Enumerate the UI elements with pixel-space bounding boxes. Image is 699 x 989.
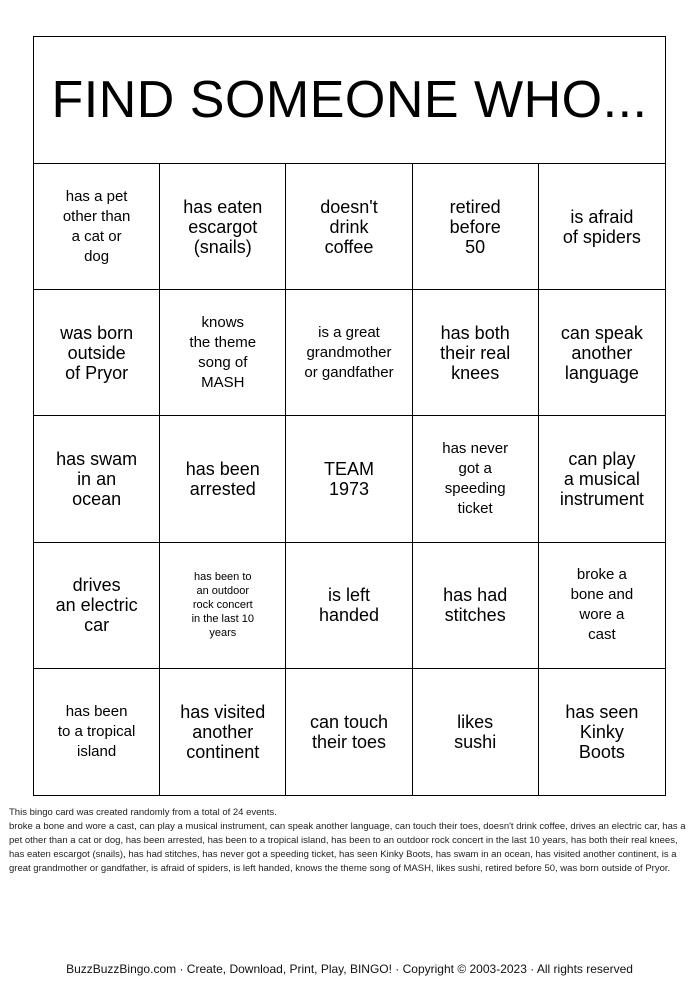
bingo-cell <box>413 669 539 795</box>
bingo-cell <box>413 290 539 416</box>
bingo-cell-text: has been to a tropical island <box>57 702 136 760</box>
bingo-grid <box>34 164 665 795</box>
bingo-cell <box>34 164 160 290</box>
footer-copyright: BuzzBuzzBingo.com · Create, Download, Print, Play, BINGO! · Copyright © 2003-2023 · All rights reserved <box>66 962 633 976</box>
bingo-cell-text: has seen Kinky Boots <box>565 701 639 762</box>
bingo-cell <box>34 543 160 669</box>
bingo-cell <box>286 290 412 416</box>
bingo-cell-text: has had stitches <box>443 585 508 626</box>
bingo-cell <box>160 164 286 290</box>
bingo-cell <box>413 416 539 542</box>
bingo-cell-text: retired before 50 <box>449 196 501 257</box>
bingo-cell-text: doesn't drink coffee <box>320 196 378 257</box>
bingo-cell-text: likes sushi <box>454 711 497 752</box>
bingo-cell <box>34 416 160 542</box>
info-summary: This bingo card was created randomly from a total of 24 events. <box>9 807 277 818</box>
bingo-cell <box>286 669 412 795</box>
bingo-cell <box>286 416 412 542</box>
bingo-cell-text: has been arrested <box>185 458 260 499</box>
bingo-cell-text: drives an electric car <box>55 575 138 636</box>
bingo-cell-text: has been to an outdoor rock concert in the last 10 years <box>191 571 254 640</box>
bingo-cell <box>539 164 665 290</box>
card-info <box>9 806 691 876</box>
bingo-cell <box>160 669 286 795</box>
bingo-cell <box>34 669 160 795</box>
bingo-card <box>33 36 666 796</box>
bingo-cell-text: has never got a speeding ticket <box>442 439 509 517</box>
bingo-cell-text: was born outside of Pryor <box>60 322 134 383</box>
bingo-cell <box>413 164 539 290</box>
bingo-cell-text: TEAM 1973 <box>323 458 374 499</box>
bingo-cell <box>34 290 160 416</box>
bingo-cell <box>539 290 665 416</box>
bingo-cell-text: can touch their toes <box>309 711 389 752</box>
bingo-cell-text: has swam in an ocean <box>56 448 138 509</box>
bingo-cell <box>160 543 286 669</box>
bingo-cell <box>160 290 286 416</box>
bingo-cell-text: has both their real knees <box>440 322 511 383</box>
bingo-cell <box>160 416 286 542</box>
bingo-cell <box>286 164 412 290</box>
bingo-cell <box>286 543 412 669</box>
bingo-cell-text: has eaten escargot (snails) <box>183 196 263 257</box>
bingo-cell-text: can play a musical instrument <box>559 448 644 509</box>
bingo-cell <box>539 669 665 795</box>
bingo-cell-text: has visited another continent <box>180 701 266 762</box>
bingo-cell-text: knows the theme song of MASH <box>189 313 257 391</box>
bingo-cell <box>539 543 665 669</box>
bingo-cell-text: is a great grandmother or gandfather <box>304 323 394 381</box>
bingo-cell <box>413 543 539 669</box>
bingo-cell-text: broke a bone and wore a cast <box>570 566 634 644</box>
bingo-cell-text: can speak another language <box>560 322 643 383</box>
info-event-list: broke a bone and wore a cast, can play a musical instrument, can speak another language, can touch their toes, doesn't drink coffee, drives an electric car, has a pet other than a cat or dog, has been arrested, has been to a tropical island, has been to an outdoor rock concert in the last 10 years, has both their real knees, has eaten escargot (snails), has had stitches, has never got a speeding ticket, has seen Kinky Boots, has swam in an ocean, has visited another continent, is a great grandmother or gandfather, is afraid of spiders, is left handed, knows the theme song of MASH, likes sushi, retired before 50, was born outside of Pryor. <box>9 821 686 874</box>
card-title: FIND SOMEONE WHO... <box>34 37 665 164</box>
bingo-cell-text: is left handed <box>318 585 380 626</box>
bingo-cell-text: is afraid of spiders <box>562 206 641 247</box>
bingo-cell-text: has a pet other than a cat or dog <box>62 187 131 265</box>
bingo-cell <box>539 416 665 542</box>
